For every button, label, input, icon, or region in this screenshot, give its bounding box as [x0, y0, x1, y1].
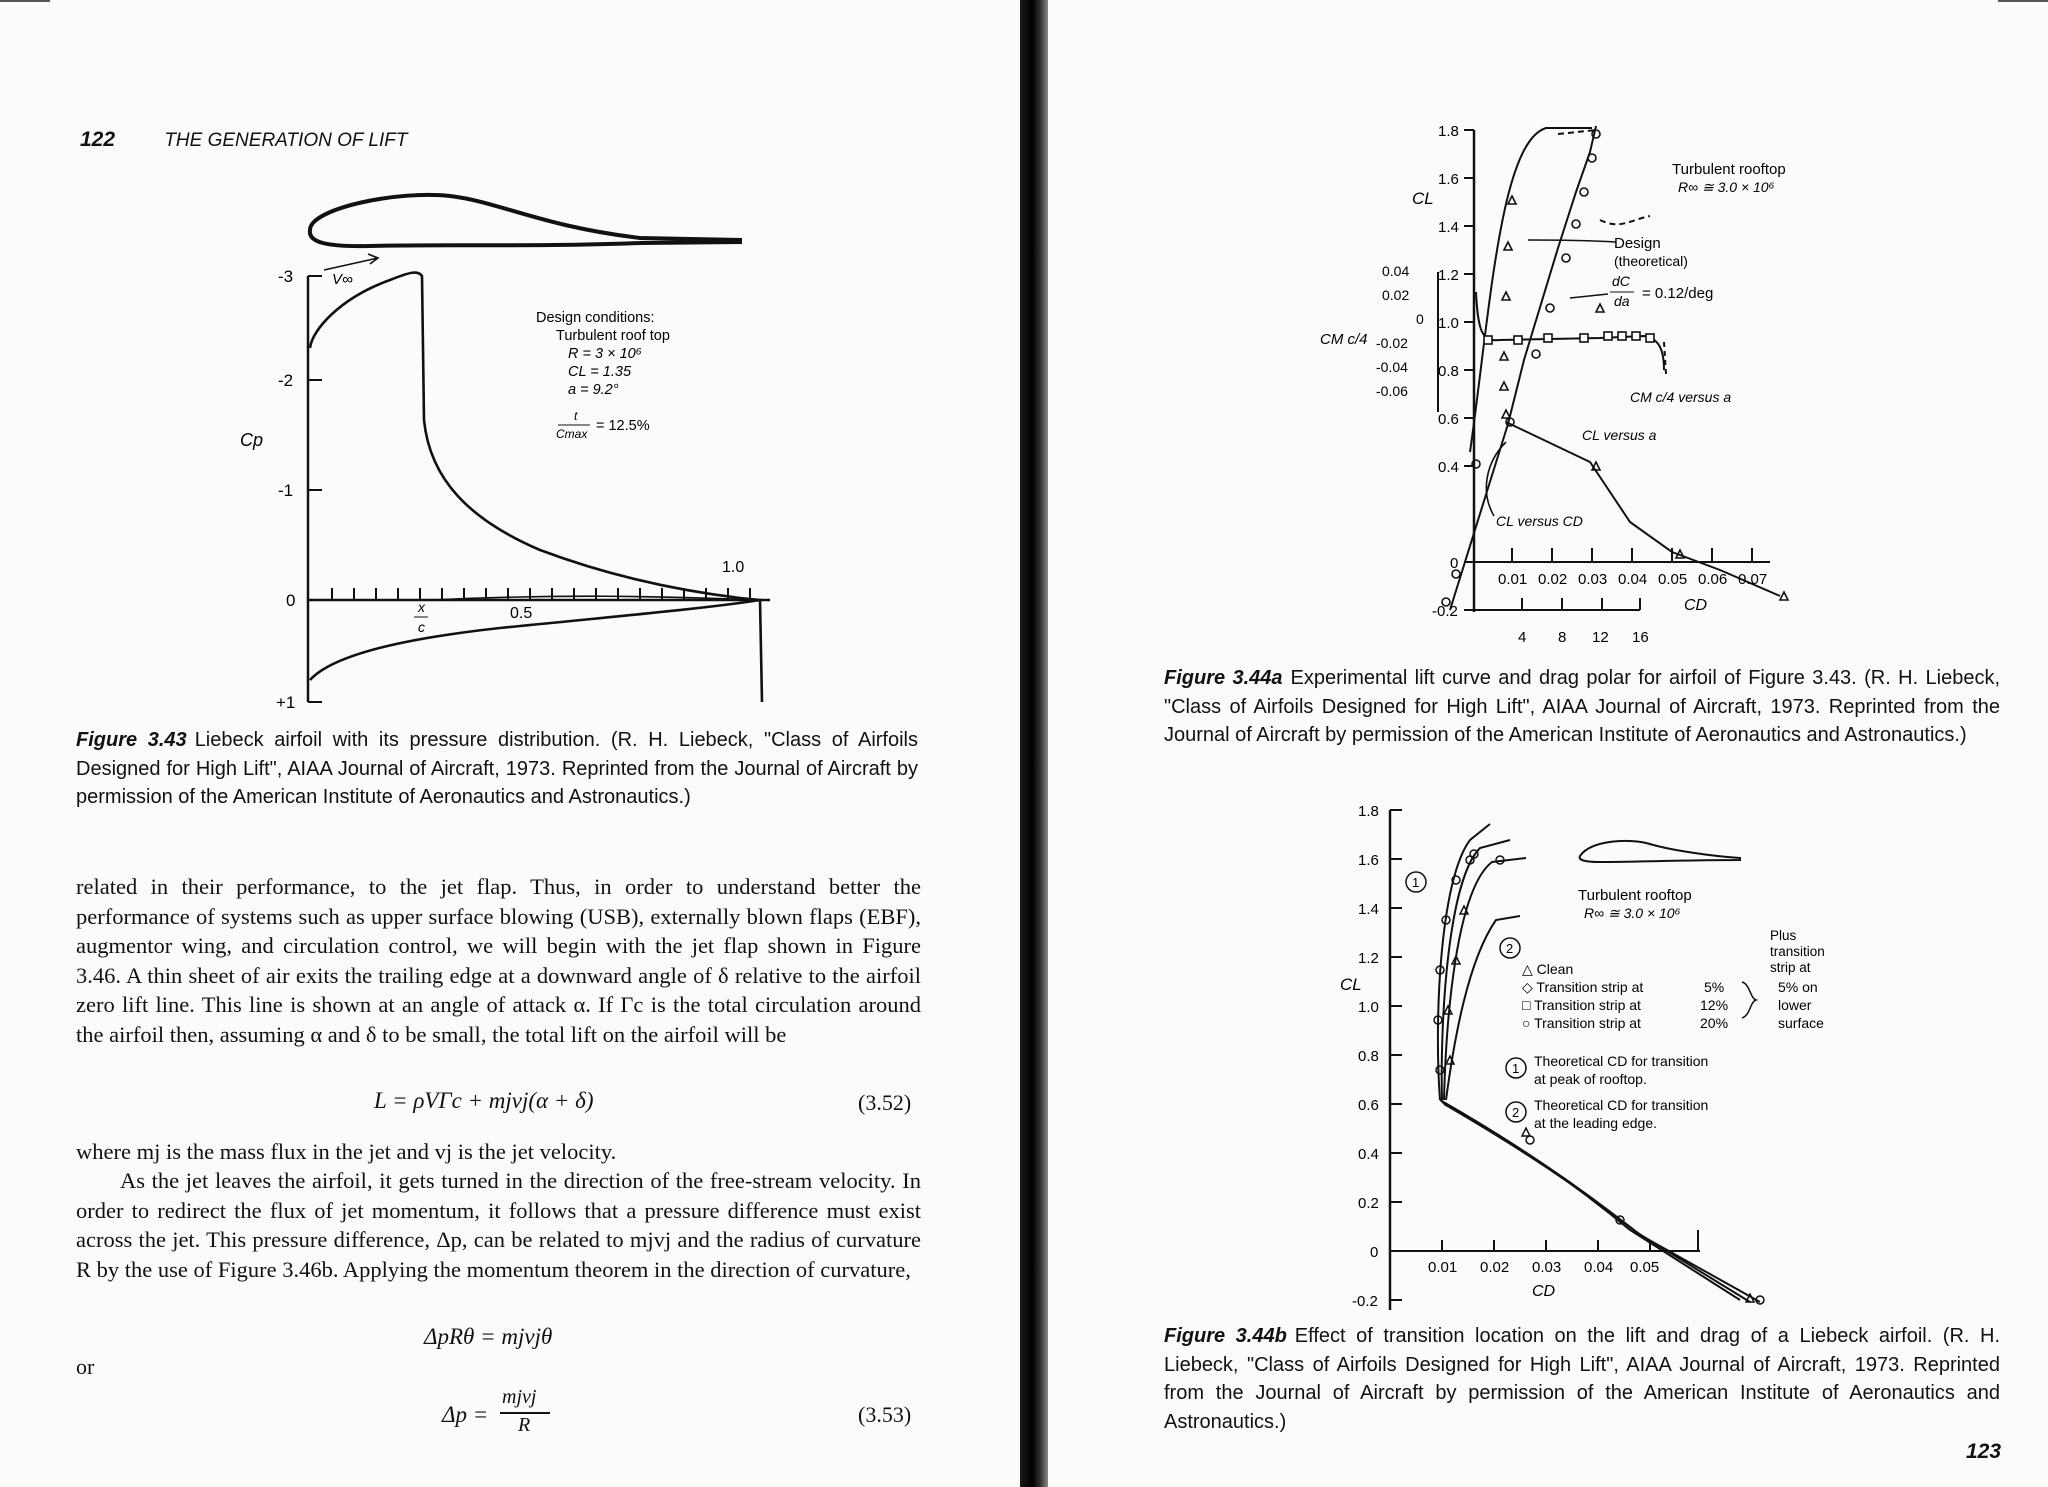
cd-tick: 0.05 — [1658, 571, 1688, 588]
cl-tick: 1.4 — [1438, 219, 1459, 236]
design-label: Design — [1614, 235, 1661, 252]
cm-tick: 0.04 — [1382, 263, 1410, 279]
cp-tick--2: -2 — [278, 371, 294, 390]
caption-text: Effect of transition location on the lift and drag of a Liebeck airfoil. (R. H. Liebeck, "Class of Airfoils Designed for High Lift", AIAA Journal of Aircraft, 1973. Reprinted from the Journal of Aircraft by permission of the American Institute of Aeronautics and Astronautics.) — [1164, 1325, 2001, 1433]
caption-label: Figure 3.44a — [1164, 667, 1283, 689]
cl-ticks-b — [1352, 803, 1379, 1310]
cl-tick: 0.8 — [1358, 1048, 1379, 1065]
design-frac-num: t — [574, 409, 578, 423]
cd-ticks-b — [1428, 1259, 1659, 1276]
slope-value: = 0.12/deg — [1642, 285, 1714, 302]
freestream-label: V∞ — [332, 271, 353, 288]
design-line2: R = 3 × 10⁶ — [568, 346, 642, 362]
dashed-arrow-top-icon — [1558, 130, 1596, 134]
cd-tick: 0.04 — [1584, 1259, 1614, 1276]
cl-axis-label: CL — [1412, 189, 1434, 208]
figure-3-43 — [240, 180, 800, 710]
cl-tick: 1.6 — [1358, 852, 1379, 869]
slope-num: dC — [1612, 273, 1630, 289]
design-line1: Turbulent roof top — [556, 328, 670, 344]
brace-icon — [1742, 982, 1756, 1018]
cl-tick: 1.6 — [1438, 171, 1459, 188]
cm-axis-label: CM c/4 — [1320, 331, 1368, 348]
cl-tick: -0.2 — [1352, 1293, 1378, 1310]
liebeck-airfoil-shape — [310, 195, 740, 246]
note-2-marker: 2 — [1512, 1105, 1520, 1120]
cp-axis-ticks — [308, 276, 322, 702]
cd-tick: 0.03 — [1578, 571, 1608, 588]
cm-tick: 0.02 — [1382, 287, 1410, 303]
plus-line: strip at — [1770, 960, 1811, 975]
cm-tick: -0.06 — [1376, 383, 1408, 399]
alpha-tick: 4 — [1518, 629, 1527, 646]
cl-axis-label-b: CL — [1340, 975, 1362, 994]
caption-text: Experimental lift curve and drag polar for airfoil of Figure 3.43. (R. H. Liebeck, "Class of Airfoils Designed for High Lift", AIAA Journal of Aircraft, 1973. Reprinted from the Journal of Aircraft by permission of the American Institute of Aeronautics and Astronautics.) — [1164, 667, 2001, 746]
scan-edge-left — [0, 0, 50, 2]
equation-3-52-number: (3.52) — [858, 1090, 912, 1115]
cl-tick: 0.4 — [1438, 459, 1459, 476]
rooftop-label-b: Turbulent rooftop — [1578, 887, 1692, 904]
figure-3-43-caption — [76, 726, 918, 812]
caption-label: Figure 3.44b — [1164, 1325, 1287, 1347]
scan-edge-right — [1998, 0, 2048, 2]
cd-tick: 0.02 — [1480, 1259, 1510, 1276]
side-note: 5% on — [1778, 979, 1818, 995]
book-spine — [1020, 0, 1048, 1487]
cp-tick-0: 0 — [286, 591, 296, 610]
plus-transition-note — [1770, 928, 1825, 975]
cl-tick: 0 — [1450, 555, 1459, 572]
cl-tick: 1.2 — [1358, 950, 1379, 967]
cl-tick: 0.6 — [1358, 1097, 1379, 1114]
x-tick-0-5: 0.5 — [510, 605, 533, 622]
cd-axis-label: CD — [1684, 597, 1708, 614]
cd-tick: 0.04 — [1618, 571, 1648, 588]
cp-tick--3: -3 — [278, 267, 294, 286]
cd-tick: 0.01 — [1498, 571, 1528, 588]
marker-2-text: 2 — [1506, 941, 1514, 956]
caption-label: Figure 3.43 — [76, 729, 187, 751]
dashed-arrow-right-icon — [1600, 216, 1650, 224]
design-line4: a = 9.2° — [568, 382, 619, 398]
cl-tick: 0 — [1370, 1244, 1379, 1261]
rooftop-label: Turbulent rooftop — [1672, 161, 1786, 178]
cp-upper-surface-curve — [310, 273, 760, 600]
cd-tick: 0.02 — [1538, 571, 1568, 588]
cm-vs-a-label: CM c/4 versus a — [1630, 389, 1732, 405]
equation-momentum: ΔpRθ = mjvjθ — [424, 1324, 553, 1349]
design-conditions-box — [536, 310, 670, 441]
note-2-line1: Theoretical CD for transition — [1534, 1097, 1709, 1113]
paragraph-1: related in their performance, to the jet flap. Thus, in order to understand better the performance of systems such as upper surface blowing (USB), externally blown flaps (EBF), augmentor wing, and circulation control, we will begin with the jet flap shown in Figure 3.46. A thin sheet of air exits the trailing edge at a downward angle of δ relative to the airfoil zero lift line. This line is shown at an angle of attack α. If Γc is the total circulation around the airfoil then, assuming α and δ to be small, the total lift on the airfoil will be — [76, 874, 921, 1047]
equation-3-53-lhs: Δp = — [442, 1402, 489, 1427]
paragraph-2: where mj is the mass flux in the jet and vj is the jet velocity. — [76, 1139, 617, 1164]
side-note: surface — [1778, 1015, 1824, 1031]
cp-tick--1: -1 — [278, 481, 294, 500]
cl-tick: 1.8 — [1358, 803, 1379, 820]
note-2-line2: at the leading edge. — [1534, 1115, 1657, 1131]
cl-tick: 1.0 — [1358, 999, 1379, 1016]
alpha-tick: 12 — [1592, 629, 1609, 646]
figure-3-44a — [1300, 112, 1860, 652]
cd-tick: 0.05 — [1630, 1259, 1660, 1276]
cm-tick: -0.04 — [1376, 359, 1408, 375]
cd-tick: 0.07 — [1738, 571, 1768, 588]
cl-tick: 0.2 — [1358, 1195, 1379, 1212]
alpha-tick: 8 — [1558, 629, 1567, 646]
x-tick-1-0: 1.0 — [722, 559, 745, 576]
note-1-line1: Theoretical CD for transition — [1534, 1053, 1709, 1069]
design-sub: (theoretical) — [1614, 253, 1688, 269]
cd-tick: 0.01 — [1428, 1259, 1458, 1276]
alpha-tick: 16 — [1632, 629, 1649, 646]
slope-den: da — [1614, 293, 1630, 309]
note-1-marker: 1 — [1512, 1061, 1520, 1076]
freestream-arrow-icon — [324, 254, 378, 270]
cl-tick: 1.8 — [1438, 123, 1459, 140]
cl-ticks — [1432, 123, 1459, 620]
equation-3-52: L = ρVΓc + mjvj(α + δ) — [374, 1088, 594, 1113]
equation-3-53-number: (3.53) — [858, 1402, 912, 1427]
marker-1-text: 1 — [1412, 875, 1420, 890]
cm-tick: 0 — [1416, 311, 1424, 327]
rooftop-re-b: R∞ ≅ 3.0 × 10⁶ — [1584, 905, 1681, 921]
note-1-line2: at peak of rooftop. — [1534, 1071, 1647, 1087]
cl-vs-cd-label: CL versus CD — [1496, 513, 1583, 529]
cl-tick: 1.0 — [1438, 315, 1459, 332]
plus-line: Plus — [1770, 928, 1797, 943]
side-note: lower — [1778, 997, 1812, 1013]
legend-12: □ Transition strip at — [1522, 997, 1641, 1013]
rooftop-re: R∞ ≅ 3.0 × 10⁶ — [1678, 179, 1775, 195]
cd-tick: 0.06 — [1698, 571, 1728, 588]
running-head-title: THE GENERATION OF LIFT — [164, 130, 408, 151]
design-frac-den: Cmax — [556, 427, 588, 441]
cl-vs-a-label: CL versus a — [1582, 427, 1657, 443]
pct-20: 20% — [1700, 1015, 1729, 1031]
cd-tick: 0.03 — [1532, 1259, 1562, 1276]
cm-ticks — [1376, 263, 1424, 399]
pct-5: 5% — [1704, 979, 1725, 995]
cl-cd-pointer-icon — [1486, 442, 1506, 516]
caption-text: Liebeck airfoil with its pressure distribution. (R. H. Liebeck, "Class of Airfoils Designed for High Lift", AIAA Journal of Aircraft, 1973. Reprinted from the Journal of Aircraft by permission of the American Institute of Aeronautics and Astronautics.) — [76, 729, 918, 808]
figure-3-44a-caption — [1164, 664, 2000, 750]
plus-line: transition — [1770, 944, 1825, 959]
cl-vs-alpha-curve — [1450, 126, 1596, 610]
page-number-left: 122 — [80, 128, 116, 151]
polar-markers — [1442, 130, 1788, 606]
equation-3-53-den: R — [518, 1414, 531, 1436]
design-line3: CL = 1.35 — [568, 364, 632, 380]
cp-tick-+1: +1 — [276, 693, 296, 710]
cl-tick: 0.6 — [1438, 411, 1459, 428]
paragraph-3: As the jet leaves the airfoil, it gets turned in the direction of the free-stream velocity. In order to redirect the flux of jet momentum, it follows that a pressure difference must exist across the jet. This pressure difference, Δp, can be related to mjvj and the radius of curvature R by the use of Figure 3.46b. Applying the momentum theorem in the direction of curvature, — [76, 1168, 921, 1282]
design-title: Design conditions: — [536, 310, 655, 326]
legend-20: ○ Transition strip at — [1522, 1015, 1641, 1031]
cl-tick: 0.8 — [1438, 363, 1459, 380]
cl-tick: 0.4 — [1358, 1146, 1379, 1163]
cp-lower-surface-curve — [310, 600, 762, 702]
slope-arrow-icon — [1570, 294, 1608, 298]
x-label-den: c — [418, 619, 425, 635]
cm-tick: -0.02 — [1376, 335, 1408, 351]
legend-clean-text: Clean — [1536, 961, 1574, 977]
cd-axis-label-b: CD — [1532, 1283, 1556, 1300]
cl-tick: 1.2 — [1438, 267, 1459, 284]
page-number-right: 123 — [1966, 1440, 2002, 1463]
left-running-head — [80, 128, 407, 152]
or-word: or — [76, 1354, 95, 1379]
alpha-ticks — [1518, 629, 1649, 646]
cl-tick: 1.4 — [1358, 901, 1379, 918]
pct-12: 12% — [1700, 997, 1729, 1013]
cm-vs-alpha-curve — [1476, 292, 1664, 370]
x-label-num: x — [418, 599, 425, 615]
figure-3-44b-caption — [1164, 1322, 2000, 1436]
design-arrow-icon — [1528, 240, 1616, 242]
equation-3-53-num: mjvj — [502, 1386, 537, 1408]
figure-3-44b — [1330, 800, 1930, 1320]
airfoil-icon — [1580, 841, 1740, 862]
legend-12-text: Transition strip at — [1534, 997, 1641, 1013]
cl-tick: -0.2 — [1432, 603, 1458, 620]
design-line5-value: = 12.5% — [596, 418, 650, 434]
legend-clean: △ Clean — [1522, 961, 1574, 977]
legend-20-text: Transition strip at — [1534, 1015, 1641, 1031]
cp-axis-label: Cp — [240, 430, 264, 450]
legend-5-text: Transition strip at — [1536, 979, 1644, 995]
legend-5: ◇ Transition strip at — [1522, 979, 1644, 995]
